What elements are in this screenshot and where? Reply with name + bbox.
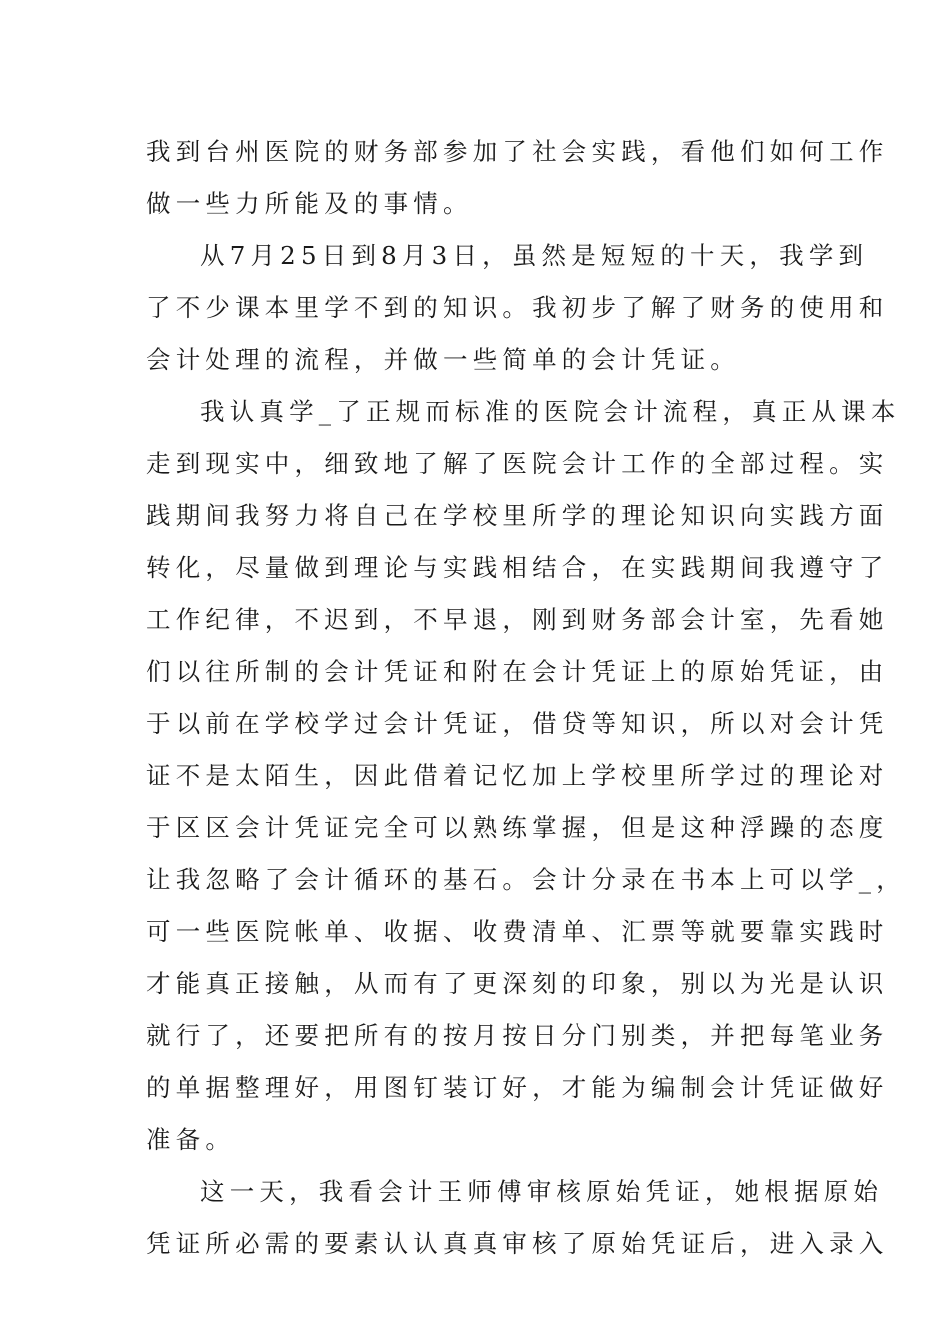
paragraph [146,230,889,386]
document-body [146,126,906,1270]
text-line: 做一些力所能及的事情。 [146,189,473,218]
text-line: 工作纪律，不迟到，不早退，刚到财务部会计室，先看她 [146,605,889,634]
text-line: 了不少课本里学不到的知识。我初步了解了财务的使用和 [146,293,889,322]
text-line: 的单据整理好，用图钉装订好，才能为编制会计凭证做好 [146,1073,889,1102]
text-line: 凭证所必需的要素认认真真审核了原始凭证后，进入录入 [146,1229,889,1258]
text-line: 转化，尽量做到理论与实践相结合，在实践期间我遵守了 [146,553,889,582]
text-line: 会计处理的流程，并做一些简单的会计凭证。 [146,345,740,374]
text-line: 走到现实中，细致地了解了医院会计工作的全部过程。实 [146,449,889,478]
text-line: 从7月25日到8月3日，虽然是短短的十天，我学到 [200,241,869,270]
text-line: 我认真学_了正规而标准的医院会计流程，真正从课本 [200,397,901,426]
paragraph [146,126,889,230]
text-line: 证不是太陌生，因此借着记忆加上学校里所学过的理论对 [146,761,889,790]
text-line: 才能真正接触，从而有了更深刻的印象，别以为光是认识 [146,969,889,998]
text-line: 这一天，我看会计王师傅审核原始凭证，她根据原始 [200,1177,884,1206]
text-line: 们以往所制的会计凭证和附在会计凭证上的原始凭证，由 [146,657,889,686]
paragraph [146,1166,889,1270]
text-line: 可一些医院帐单、收据、收费清单、汇票等就要靠实践时 [146,917,889,946]
text-line: 于区区会计凭证完全可以熟练掌握，但是这种浮躁的态度 [146,813,889,842]
paragraph [146,386,906,1166]
text-line: 我到台州医院的财务部参加了社会实践，看他们如何工作 [146,137,889,166]
text-line: 让我忽略了会计循环的基石。会计分录在书本上可以学_， [146,865,906,894]
text-line: 就行了，还要把所有的按月按日分门别类，并把每笔业务 [146,1021,889,1050]
text-line: 准备。 [146,1125,236,1154]
text-line: 于以前在学校学过会计凭证，借贷等知识，所以对会计凭 [146,709,889,738]
text-line: 践期间我努力将自己在学校里所学的理论知识向实践方面 [146,501,889,530]
